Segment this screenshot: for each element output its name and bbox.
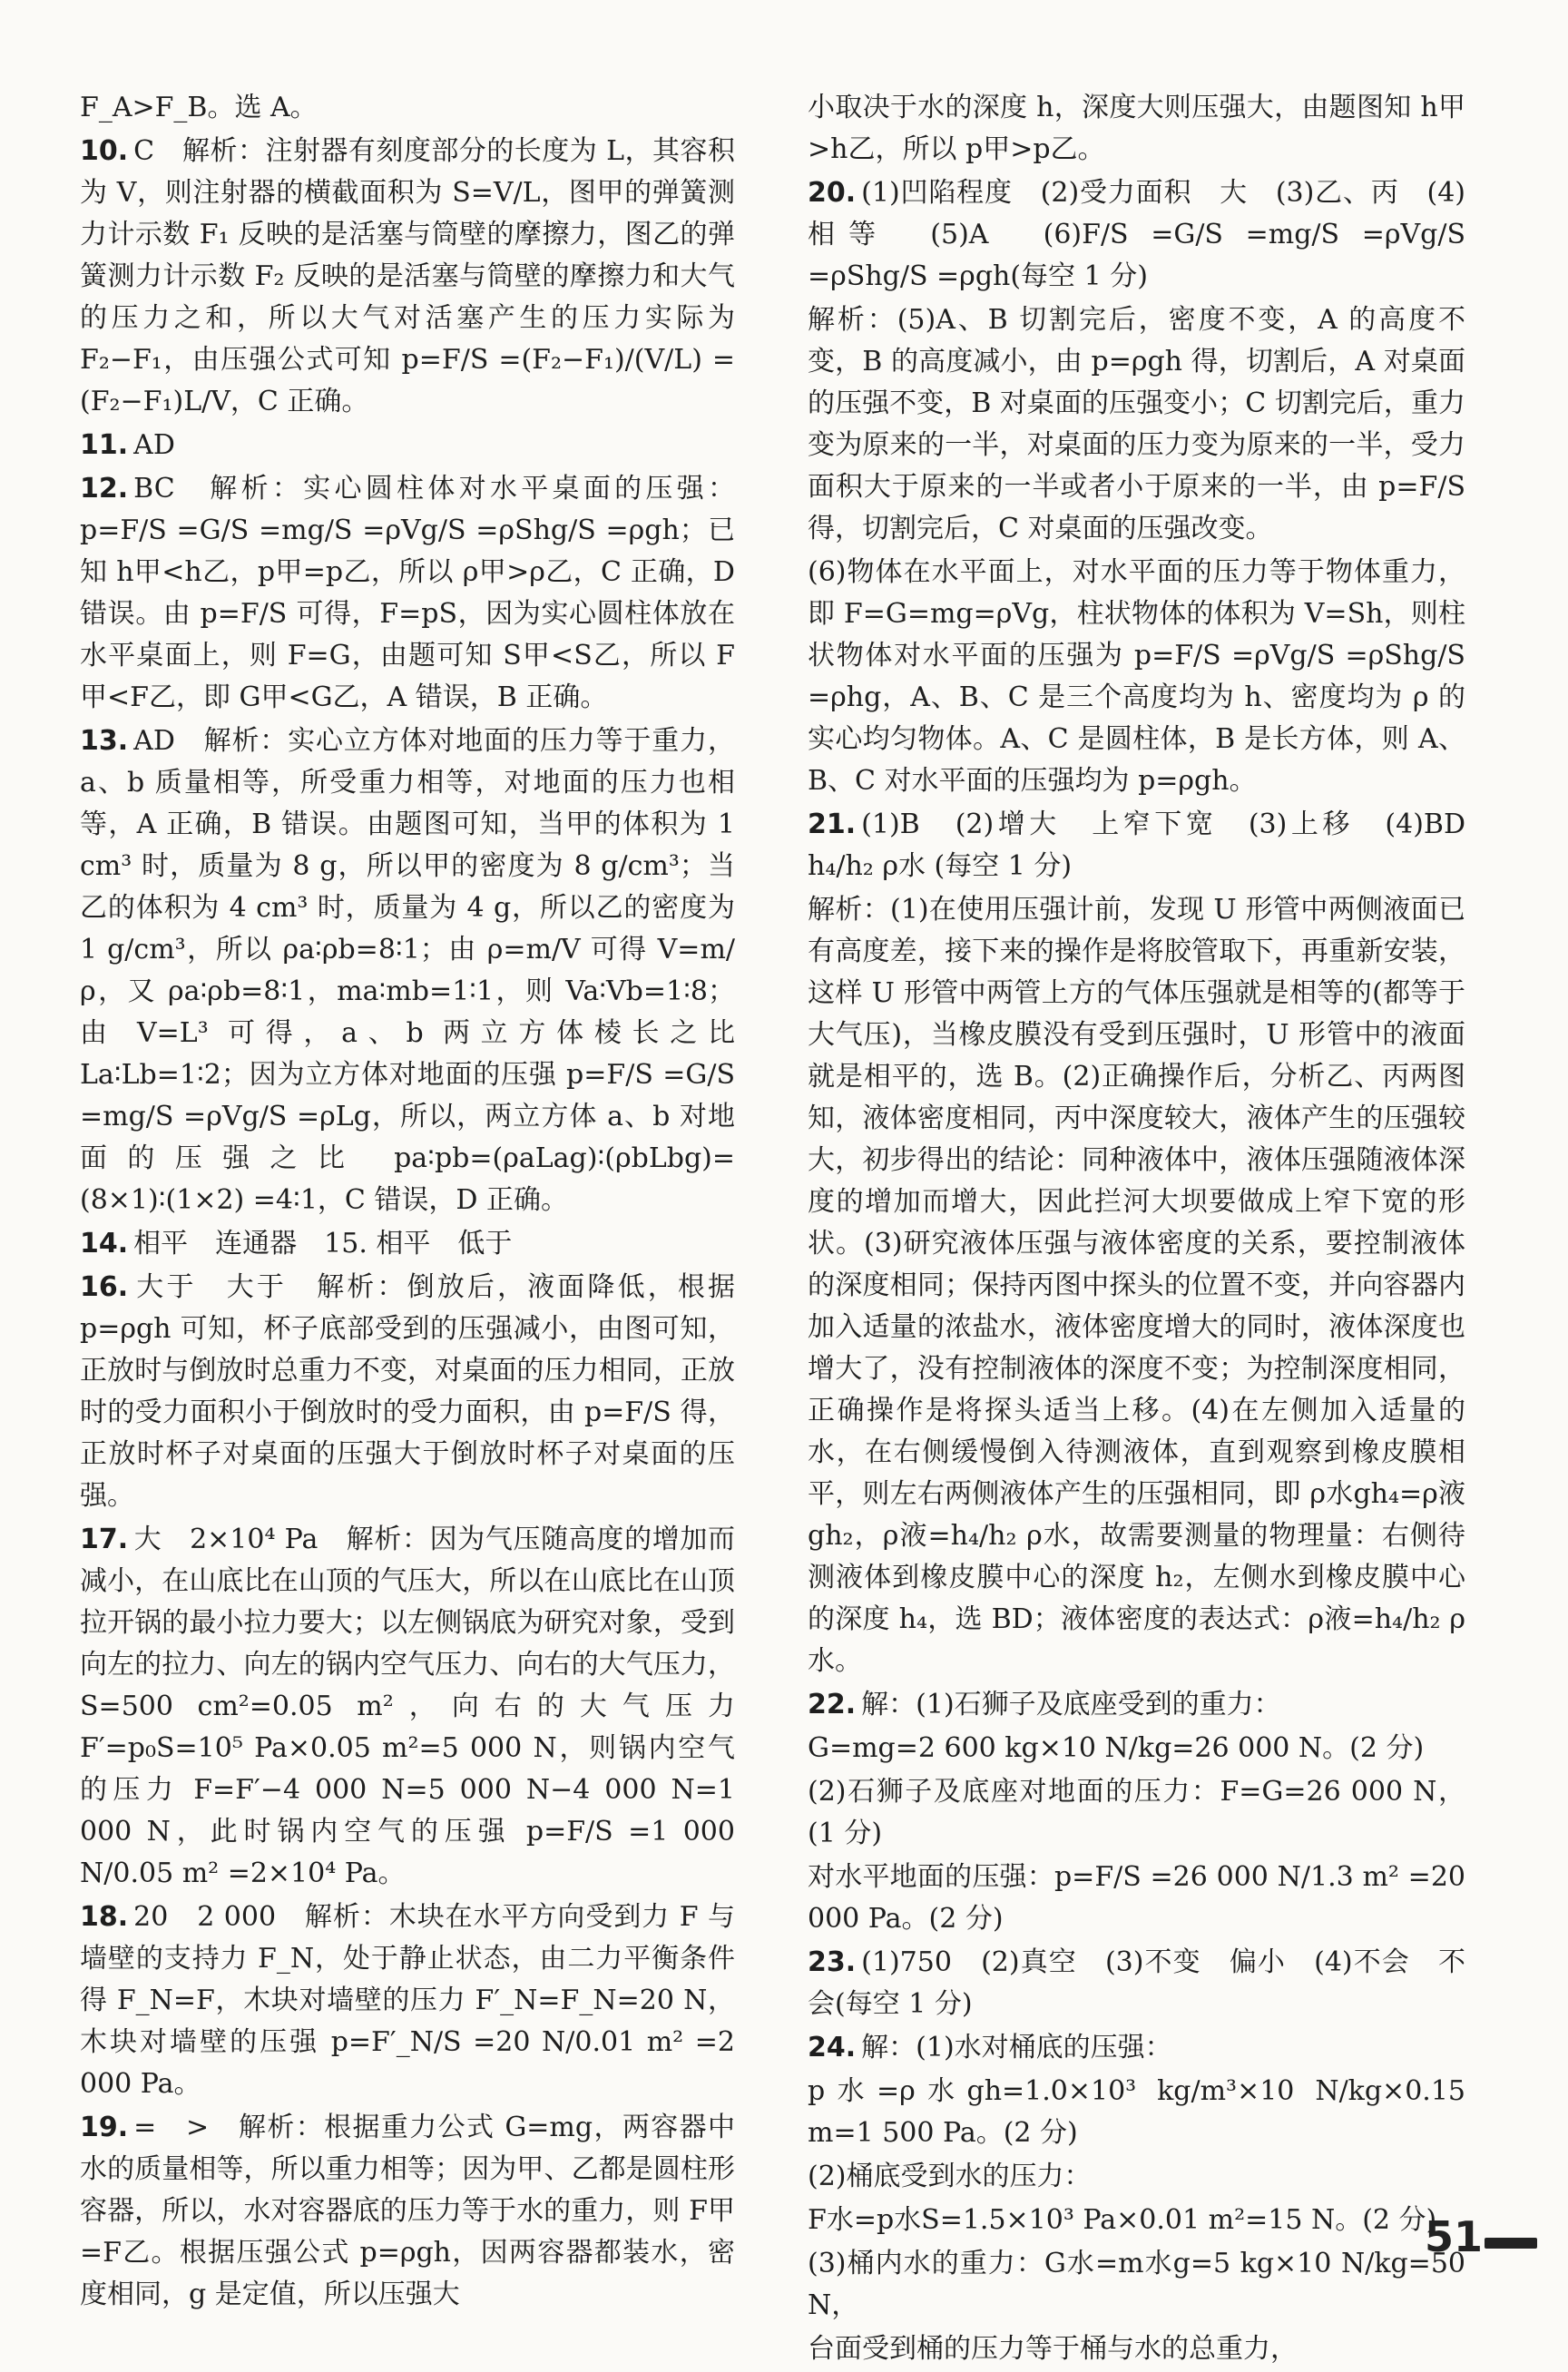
answer-text: (1)750 (2)真空 (3)不变 偏小 (4)不会 不会(每空 1 分) — [808, 1946, 1465, 2020]
answer-paragraph — [80, 87, 735, 129]
answer-paragraph — [808, 2071, 1465, 2154]
answer-paragraph — [808, 1942, 1465, 2025]
question-number: 13. — [80, 725, 129, 757]
question-number: 17. — [80, 1524, 129, 1555]
answer-paragraph — [80, 1519, 735, 1895]
page-number: 51 — [1425, 2212, 1484, 2261]
answer-paragraph — [80, 468, 735, 719]
left-column — [80, 87, 735, 2318]
answer-paragraph — [80, 425, 735, 466]
answer-text: AD — [133, 429, 175, 461]
answer-text: 20 2 000 解析：木块在水平方向受到力 F 与墙壁的支持力 F_N，处于静止状态，由二力平衡条件得 F_N=F，木块对墙壁的压力 F′_N=F_N=20 N，木块对墙壁的压强 p=F′_N/S =20 N/0.01 m² =2 000 Pa。 — [80, 1901, 735, 2100]
answer-text: (2)桶底受到水的压力： — [808, 2161, 1092, 2192]
answer-paragraph — [80, 1223, 735, 1265]
answer-text: 解析：(1)在使用压强计前，发现 U 形管中两侧液面已有高度差，接下来的操作是将胶管取下，再重新安装，这样 U 形管中两管上方的气体压强就是相等的(都等于大气压)，当橡皮膜没有受到压强时，U 形管中的液面就是相平的，选 B。(2)正确操作后，分析乙、丙两图知，液体密度相同，丙中深度较大，液体产生的压强较大，初步得出的结论：同种液体中，液体压强随液体深度的增加而增大，因此拦河大坝要做成上窄下宽的形状。(3)研究液体压强与液体密度的关系，要控制液体的深度相同；保持丙图中探头的位置不变，并向容器内加入适量的浓盐水，液体密度增大的同时，液体深度也增大了，没有控制液体的深度不变；为控制深度相同，正确操作是将探头适当上移。(4)在左侧加入适量的水，在右侧缓慢倒入待测液体，直到观察到橡皮膜相平，则左右两侧液体产生的压强相同，即 ρ水gh₄=ρ液gh₂，ρ液=h₄/h₂ ρ水，故需要测量的物理量：右侧待测液体到橡皮膜中心的深度 h₂，左侧水到橡皮膜中心的深度 h₄，选 BD；液体密度的表达式：ρ液=h₄/h₂ ρ水。 — [808, 894, 1465, 1677]
answer-text: 大 2×10⁴ Pa 解析：因为气压随高度的增加而减小，在山底比在山顶的气压大，所以在山底比在山顶拉开锅的最小拉力要大；以左侧锅底为研究对象，受到向左的拉力、向左的锅内空气压力、向右的大气压力，S=500 cm²=0.05 m²，向右的大气压力 F′=p₀S=10⁵ Pa×0.05 m²=5 000 N，则锅内空气的压力 F=F′−4 000 N=5 000 N−4 000 N=1 000 N，此时锅内空气的压强 p=F/S =1 000 N/0.05 m² =2×10⁴ Pa。 — [80, 1524, 735, 1889]
answer-paragraph — [808, 2200, 1465, 2241]
answer-paragraph — [808, 172, 1465, 298]
right-column — [808, 87, 1493, 2372]
question-number: 16. — [80, 1271, 129, 1303]
answer-paragraph — [808, 2243, 1465, 2327]
answer-text: C 解析：注射器有刻度部分的长度为 L，其容积为 V，则注射器的横截面积为 S=V/L，图甲的弹簧测力计示数 F₁ 反映的是活塞与筒壁的摩擦力，图乙的弹簧测力计示数 F₂ 反映的是活塞与筒壁的摩擦力和大气的压力之和，所以大气对活塞产生的压力实际为 F₂−F₁，由压强公式可知 p=F/S =(F₂−F₁)/(V/L) =(F₂−F₁)L/V，C 正确。 — [80, 135, 735, 417]
answer-text: 对水平地面的压强：p=F/S =26 000 N/1.3 m² =20 000 Pa。(2 分) — [808, 1861, 1465, 1935]
answer-paragraph — [808, 2027, 1465, 2069]
answer-text: 台面受到桶的压力等于桶与水的总重力， — [808, 2333, 1298, 2365]
question-number: 22. — [808, 1689, 857, 1720]
answer-text: (2)石狮子及底座对地面的压力：F=G=26 000 N，(1 分) — [808, 1776, 1465, 1849]
page-number-bar — [1485, 2238, 1537, 2249]
answer-text: 解：(1)石狮子及底座受到的重力： — [861, 1689, 1281, 1720]
answer-paragraph — [808, 1684, 1465, 1726]
question-number: 12. — [80, 473, 129, 505]
answer-paragraph — [808, 299, 1465, 550]
answer-text: 解：(1)水对桶底的压强： — [861, 2032, 1172, 2063]
question-number: 18. — [80, 1901, 129, 1933]
answer-paragraph — [808, 2328, 1465, 2370]
answer-text: (1)B (2)增大 上窄下宽 (3)上移 (4)BD h₄/h₂ ρ水 (每空 1 分) — [808, 809, 1493, 882]
answer-text: (1)凹陷程度 (2)受力面积 大 (3)乙、丙 (4)相等 (5)A (6)F/S =G/S =mg/S =ρVg/S =ρShg/S =ρgh(每空 1 分) — [808, 177, 1465, 292]
answer-text: 相平 连通器 15. 相平 低于 — [133, 1228, 513, 1260]
answer-text: G=mg=2 600 kg×10 N/kg=26 000 N。(2 分) — [808, 1732, 1425, 1764]
answer-paragraph — [808, 804, 1493, 887]
answer-text: = > 解析：根据重力公式 G=mg，两容器中水的质量相等，所以重力相等；因为甲、乙都是圆柱形容器，所以，水对容器底的压力等于水的重力，则 F甲=F乙。根据压强公式 p=ρgh，因两容器都装水，密度相同，g 是定值，所以压强大 — [80, 2112, 735, 2310]
question-number: 14. — [80, 1228, 129, 1260]
answer-paragraph — [808, 1857, 1465, 1940]
question-number: 19. — [80, 2112, 129, 2143]
answer-paragraph — [808, 1771, 1465, 1855]
answer-paragraph — [80, 1267, 735, 1517]
answer-text: 大于 大于 解析：倒放后，液面降低，根据 p=ρgh 可知，杯子底部受到的压强减小，由图可知，正放时与倒放时总重力不变，对桌面的压力相同，正放时的受力面积小于倒放时的受力面积，由 p=F/S 得，正放时杯子对桌面的压强大于倒放时杯子对桌面的压强。 — [80, 1271, 735, 1512]
answer-paragraph — [808, 552, 1465, 802]
answer-paragraph — [80, 1897, 735, 2105]
question-number: 21. — [808, 809, 857, 840]
answer-text: (6)物体在水平面上，对水平面的压力等于物体重力，即 F=G=mg=ρVg，柱状物体的体积为 V=Sh，则柱状物体对水平面的压强为 p=F/S =ρVg/S =ρShg/S =ρhg，A、B、C 是三个高度均为 h、密度均为 ρ 的实心均匀物体。A、C 是圆柱体，B 是长方体，则 A、B、C 对水平面的压强均为 p=ρgh。 — [808, 556, 1465, 797]
answer-paragraph — [808, 87, 1465, 171]
answer-paragraph — [80, 131, 735, 423]
question-number: 10. — [80, 135, 129, 167]
question-number: 20. — [808, 177, 857, 209]
answer-paragraph — [808, 2156, 1465, 2198]
answer-text: 解析：(5)A、B 切割完后，密度不变，A 的高度不变，B 的高度减小，由 p=ρgh 得，切割后，A 对桌面的压强不变，B 对桌面的压强变小；C 切割完后，重力变为原来的一半，对桌面的压力变为原来的一半，受力面积大于原来的一半或者小于原来的一半，由 p=F/S 得，切割完后，C 对桌面的压强改变。 — [808, 304, 1465, 544]
answer-text: (3)桶内水的重力：G水=m水g=5 kg×10 N/kg=50 N， — [808, 2248, 1465, 2321]
answer-paragraph — [80, 720, 735, 1221]
question-number: 23. — [808, 1946, 857, 1978]
answer-paragraph — [808, 889, 1465, 1682]
answer-text: 小取决于水的深度 h，深度大则压强大，由题图知 h甲>h乙，所以 p甲>p乙。 — [808, 92, 1465, 165]
answer-paragraph — [808, 1728, 1465, 1769]
answer-text: p水=ρ水gh=1.0×10³ kg/m³×10 N/kg×0.15 m=1 500 Pa。(2 分) — [808, 2075, 1465, 2149]
answer-text: F水=p水S=1.5×10³ Pa×0.01 m²=15 N。(2 分) — [808, 2204, 1437, 2236]
answer-text: BC 解析：实心圆柱体对水平桌面的压强：p=F/S =G/S =mg/S =ρVg/S =ρShg/S =ρgh；已知 h甲<h乙，p甲=p乙，所以 ρ甲>ρ乙，C 正确，D 错误。由 p=F/S 可得，F=pS，因为实心圆柱体放在水平桌面上，则 F=G，由题可知 S甲<S乙，所以 F甲<F乙，即 G甲<G乙，A 错误，B 正确。 — [80, 473, 735, 713]
question-number: 11. — [80, 429, 129, 461]
answer-text: AD 解析：实心立方体对地面的压力等于重力，a、b 质量相等，所受重力相等，对地面的压力也相等，A 正确，B 错误。由题图可知，当甲的体积为 1 cm³ 时，质量为 8 g，所以甲的密度为 8 g/cm³；当乙的体积为 4 cm³ 时，质量为 4 g，所以乙的密度为 1 g/cm³，所以 ρa∶ρb=8∶1；由 ρ=m/V 可得 V=m/ρ，又 ρa∶ρb=8∶1，ma∶mb=1∶1，则 Va∶Vb=1∶8；由 V=L³ 可得，a、b 两立方体棱长之比 La∶Lb=1∶2；因为立方体对地面的压强 p=F/S =G/S =mg/S =ρVg/S =ρLg，所以，两立方体 a、b 对地面的压强之比 pa∶pb=(ρaLag)∶(ρbLbg)=(8×1)∶(1×2) =4∶1，C 错误，D 正确。 — [80, 725, 735, 1216]
answer-text: F_A>F_B。选 A。 — [80, 92, 318, 123]
answer-paragraph — [80, 2107, 735, 2316]
question-number: 24. — [808, 2032, 857, 2063]
